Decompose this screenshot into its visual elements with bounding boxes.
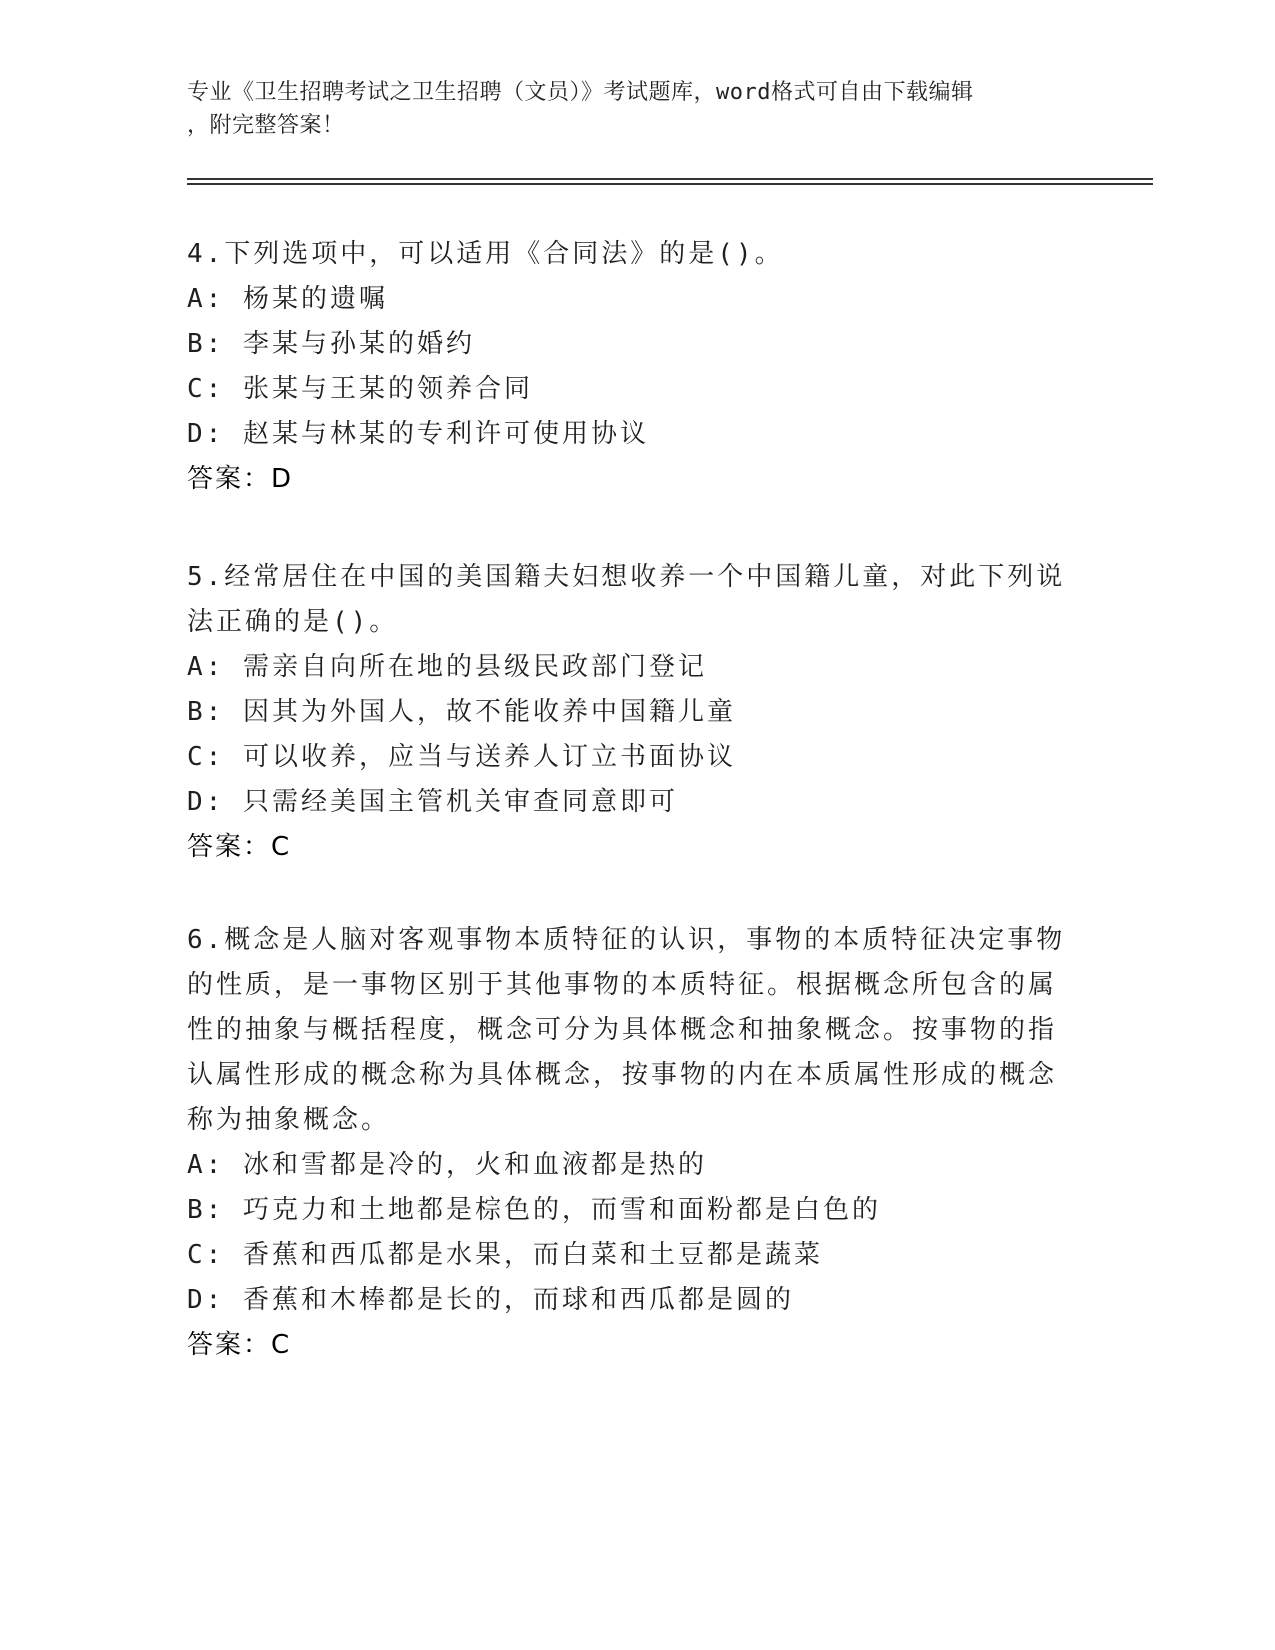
question-stem: 4.下列选项中，可以适用《合同法》的是()。 xyxy=(187,239,784,269)
header-line-1: 专业《卫生招聘考试之卫生招聘（文员）》考试题库，word格式可自由下载编辑 xyxy=(187,80,974,105)
header-line-2: ，附完整答案！ xyxy=(187,113,345,138)
answer-text: 答案：C xyxy=(187,1330,292,1360)
option-d: D: 赵某与林某的专利许可使用协议 xyxy=(187,419,649,449)
question-stem-line-1: 6.概念是人脑对客观事物本质特征的认识，事物的本质特征决定事物 xyxy=(187,925,1066,955)
option-a: A: 需亲自向所在地的县级民政部门登记 xyxy=(187,652,707,682)
option-a: A: 杨某的遗嘱 xyxy=(187,284,388,314)
answer-text: 答案：D xyxy=(187,464,294,494)
answer-text: 答案：C xyxy=(187,832,292,862)
header-divider-top xyxy=(187,178,1153,180)
option-c: C: 可以收养，应当与送养人订立书面协议 xyxy=(187,742,736,772)
option-d: D: 香蕉和木棒都是长的，而球和西瓜都是圆的 xyxy=(187,1285,794,1315)
question-stem-line-2: 的性质，是一事物区别于其他事物的本质特征。根据概念所包含的属 xyxy=(187,970,1058,1000)
option-c: C: 香蕉和西瓜都是水果，而白菜和土豆都是蔬菜 xyxy=(187,1240,823,1270)
question-stem-line-3: 性的抽象与概括程度，概念可分为具体概念和抽象概念。按事物的指 xyxy=(187,1015,1058,1045)
document-header xyxy=(187,76,1087,142)
question-stem-line-4: 认属性形成的概念称为具体概念，按事物的内在本质属性形成的概念 xyxy=(187,1060,1058,1090)
option-b: B: 李某与孙某的婚约 xyxy=(187,329,475,359)
option-b: B: 巧克力和土地都是棕色的，而雪和面粉都是白色的 xyxy=(187,1195,881,1225)
header-divider-bottom xyxy=(187,183,1153,185)
option-c: C: 张某与王某的领养合同 xyxy=(187,374,533,404)
question-stem-line-1: 5.经常居住在中国的美国籍夫妇想收养一个中国籍儿童，对此下列说 xyxy=(187,562,1066,592)
question-6 xyxy=(187,918,1067,1368)
question-4 xyxy=(187,232,1067,502)
option-a: A: 冰和雪都是冷的，火和血液都是热的 xyxy=(187,1150,707,1180)
question-5 xyxy=(187,555,1067,870)
question-stem-line-5: 称为抽象概念。 xyxy=(187,1105,391,1135)
question-stem-line-2: 法正确的是()。 xyxy=(187,607,399,637)
option-d: D: 只需经美国主管机关审查同意即可 xyxy=(187,787,678,817)
option-b: B: 因其为外国人，故不能收养中国籍儿童 xyxy=(187,697,736,727)
